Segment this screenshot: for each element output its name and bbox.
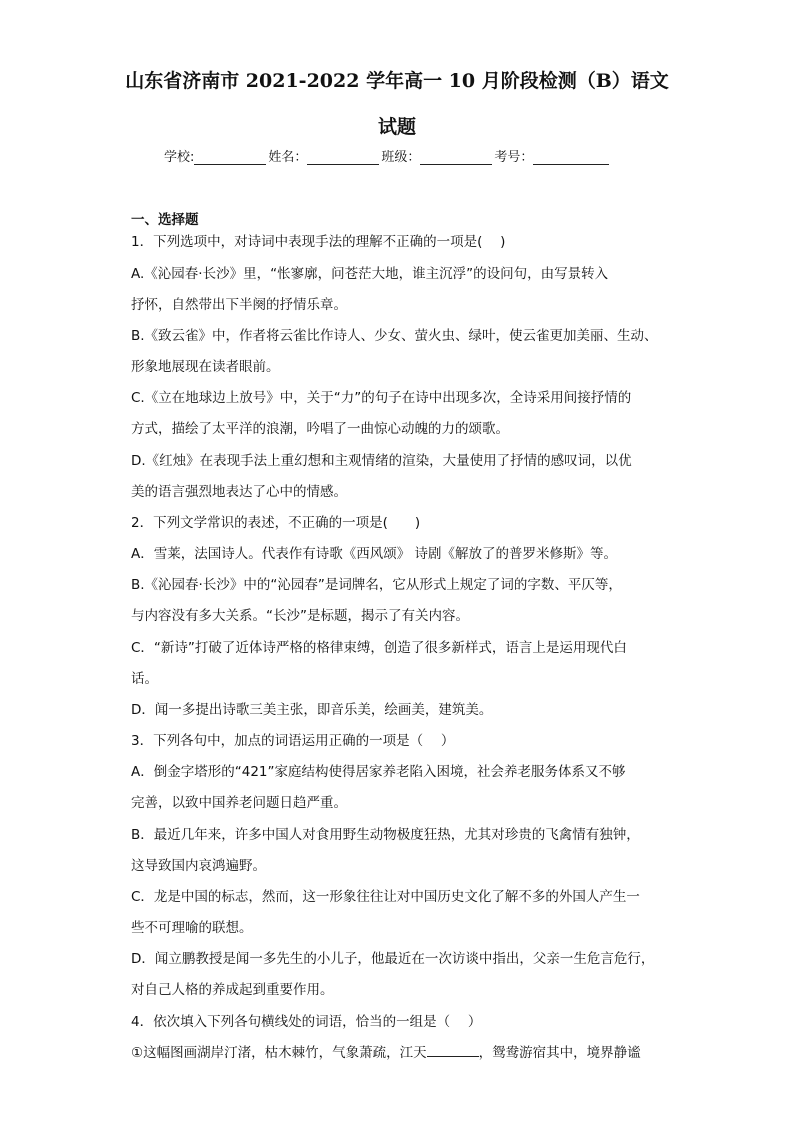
text-line: 这导致国内哀鸿遍野。 [131, 858, 266, 874]
school-label: 学校: [164, 150, 195, 165]
text-line: 对自己人格的养成起到重要作用。 [131, 982, 334, 998]
school-blank [194, 150, 266, 165]
text-line: A.《沁园春·长沙》里，“怅寥廓，问苍茫大地，谁主沉浮”的设问句，由写景转入 [131, 266, 609, 282]
text-line-with-blank [131, 1044, 671, 1062]
text-line: 方式，描绘了太平洋的浪潮，吟唱了一曲惊心动魄的力的颂歌。 [131, 421, 509, 437]
text-line: B．最近几年来，许多中国人对食用野生动物极度狂热，尤其对珍贵的飞禽情有独钟， [131, 827, 640, 843]
student-info-row [164, 146, 611, 165]
text-line: D.《红烛》在表现手法上重幻想和主观情绪的渲染，大量使用了抒情的感叹词，以优 [131, 453, 632, 469]
text-line: C．龙是中国的标志，然而，这一形象往往让对中国历史文化了解不多的外国人产生一 [131, 889, 640, 905]
text-line: 话。 [131, 671, 158, 687]
class-label: 班级： [381, 150, 421, 165]
text-line: C．“新诗”打破了近体诗严格的格律束缚，创造了很多新样式，语言上是运用现代白 [131, 640, 627, 656]
text-line: 形象地展现在读者眼前。 [131, 359, 280, 375]
fill-in-blank[interactable] [427, 1044, 479, 1057]
exam-title-line2: 试题 [377, 116, 416, 138]
text-before-blank: ①这幅图画湖岸汀渚，枯木棘竹，气象萧疏，江天 [131, 1045, 427, 1061]
text-line: 2．下列文学常识的表述，不正确的一项是( ) [131, 515, 421, 531]
text-line: 抒怀，自然带出下半阕的抒情乐章。 [131, 297, 347, 313]
exam-no-blank [533, 150, 609, 165]
name-label: 姓名： [268, 150, 308, 165]
text-line: D．闻一多提出诗歌三美主张，即音乐美，绘画美，建筑美。 [131, 702, 493, 718]
text-after-blank: ，鸳鸯游宿其中，境界静谧 [478, 1045, 641, 1061]
exam-no-label: 考号： [494, 150, 534, 165]
text-line: A．雪莱，法国诗人。代表作有诗歌《西风颂》 诗剧《解放了的普罗米修斯》等。 [131, 546, 618, 562]
text-line: 与内容没有多大关系。“长沙”是标题，揭示了有关内容。 [131, 608, 469, 624]
section-title: 一、选择题 [131, 212, 199, 228]
name-blank [307, 150, 379, 165]
text-line: 些不可理喻的联想。 [131, 920, 253, 936]
text-line: 美的语言强烈地表达了心中的情感。 [131, 484, 347, 500]
text-line: B.《致云雀》中，作者将云雀比作诗人、少女、萤火虫、绿叶，使云雀更加美丽、生动、 [131, 328, 658, 344]
text-line: A．倒金字塔形的“421”家庭结构使得居家养老陷入困境，社会养老服务体系又不够 [131, 764, 626, 780]
text-line: B.《沁园春·长沙》中的“沁园春”是词牌名，它从形式上规定了词的字数、平仄等， [131, 577, 622, 593]
text-line: 完善，以致中国养老问题日趋严重。 [131, 795, 347, 811]
text-line: 3．下列各句中，加点的词语运用正确的一项是（ ） [131, 733, 455, 749]
class-blank [420, 150, 492, 165]
text-line: C.《立在地球边上放号》中，关于“力”的句子在诗中出现多次，全诗采用间接抒情的 [131, 390, 632, 406]
exam-title-line1: 山东省济南市 2021-2022 学年高一 10 月阶段检测（B）语文 [125, 70, 669, 92]
text-line: 1．下列选项中，对诗词中表现手法的理解不正确的一项是( ) [131, 234, 506, 250]
text-line: D．闻立鹏教授是闻一多先生的小儿子，他最近在一次访谈中指出，父亲一生危言危行， [131, 951, 655, 967]
text-line: 4．依次填入下列各句横线处的词语，恰当的一组是（ ） [131, 1014, 482, 1030]
